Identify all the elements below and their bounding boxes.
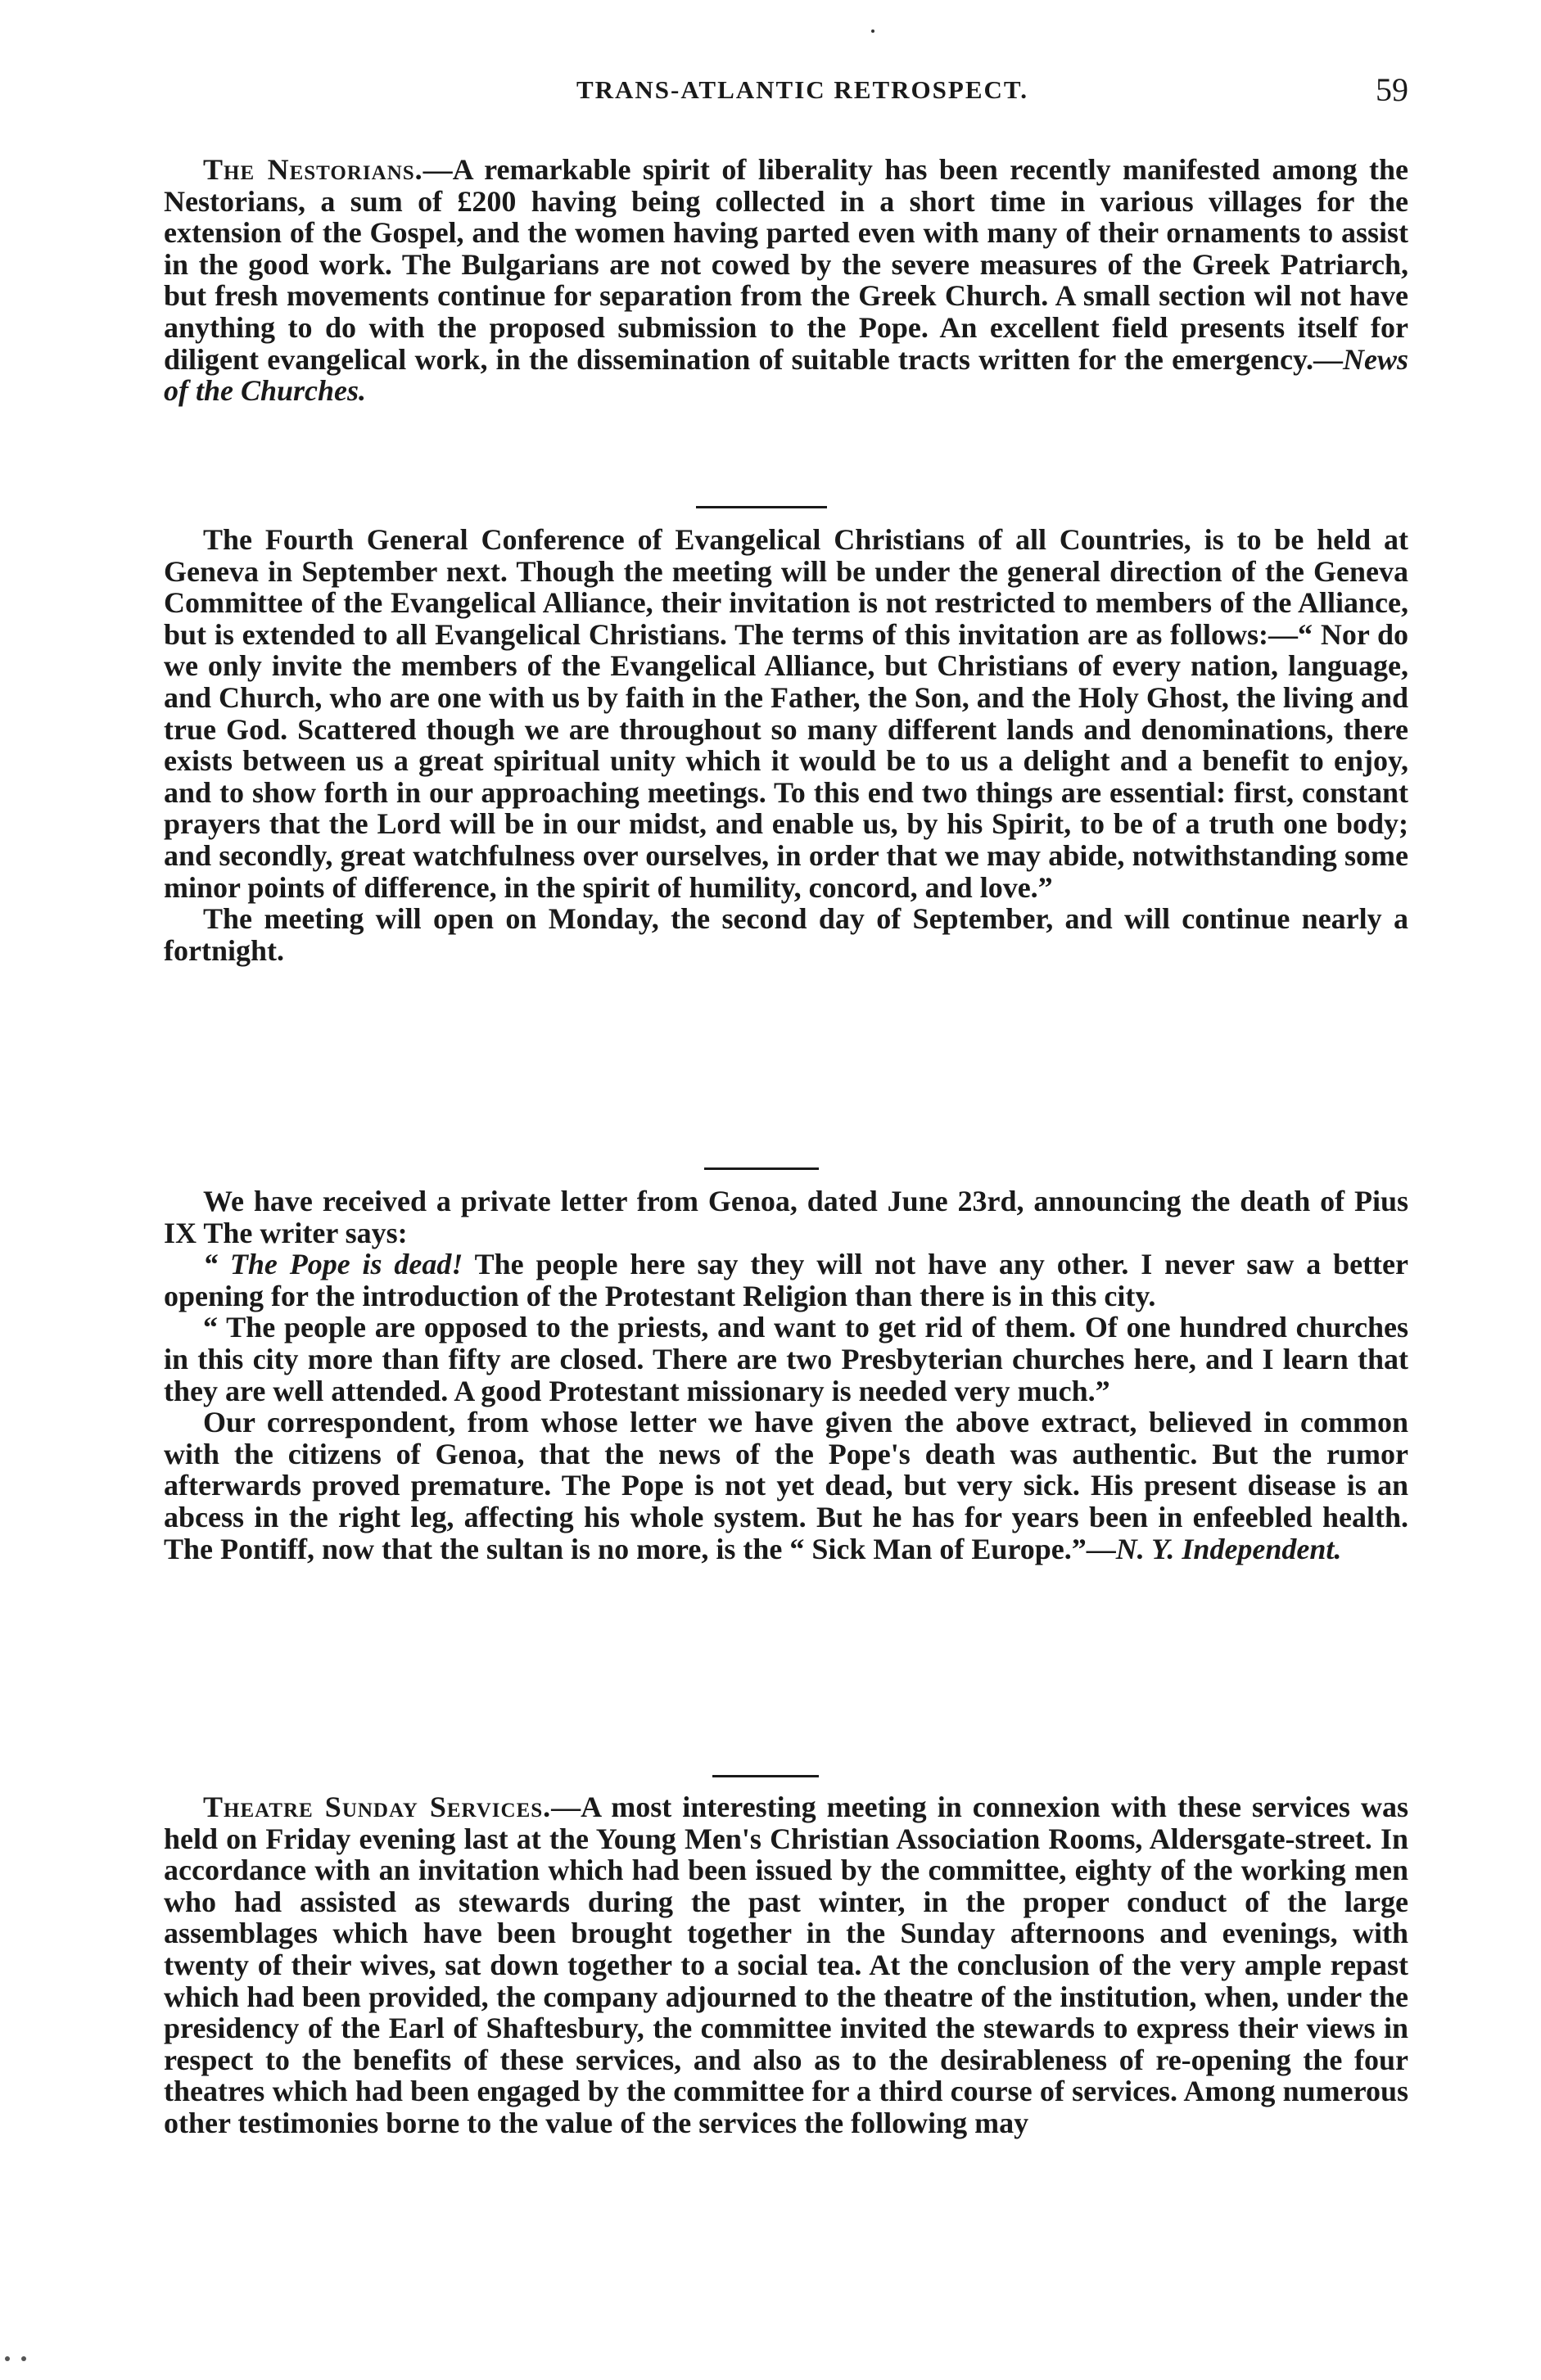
section-conference: [164, 524, 1408, 966]
section-genoa: [164, 1185, 1408, 1565]
nestorians-heading: The Nestorians.: [203, 153, 423, 186]
genoa-quote-1-italic: “ The Pope is dead!: [203, 1248, 463, 1281]
conference-paragraph-2: The meeting will open on Monday, the second day of September, and will continue nearly a fortnight.: [164, 902, 1408, 967]
nestorians-paragraph: [164, 154, 1408, 407]
nestorians-source: News of the Churches.: [164, 342, 1408, 408]
theatre-heading: Theatre Sunday Services.: [203, 1791, 552, 1823]
genoa-closing-text: Our correspondent, from whose letter we have given the above extract, believed in common with the citizens of Genoa, that the news of the Pope's death was authentic. But the rumor afterwards proved premature. The Pope is not yet dead, but very sick. His present disease is an abcess in the right leg, affecting his whole system. But he has for years been in enfeebled health. The Pontiff, now that the sultan is no more, is the “ Sick Man of Europe.”—: [164, 1406, 1408, 1565]
theatre-body: —A most interesting meeting in connexion with these services was held on Friday evening last at the Young Men's Christian Association Rooms, Aldersgate-street. In accordance with an invitation which had been issued by the committee, eighty of the working men who had assisted as stewards during the past winter, in the proper conduct of the large assemblages which have been brought together in the Sunday afternoons and evenings, with twenty of their wives, sat down together to a social tea. At the conclusion of the very ample repast which had been provided, the company adjourned to the theatre of the institution, when, under the presidency of the Earl of Shaftesbury, the committee invited the stewards to express their views in respect to the benefits of these services, and also as to the desirableness of re-opening the four theatres which had been engaged by the committee for a third course of services. Among numerous other testimonies borne to the value of the services the following may: [164, 1791, 1408, 2139]
genoa-quote-1: [164, 1249, 1408, 1312]
running-head: [164, 71, 1408, 116]
genoa-source: N. Y. Independent.: [1115, 1532, 1342, 1565]
section-divider-3: [712, 1775, 819, 1777]
nestorians-body: —A remarkable spirit of liberality has been recently manifested among the Nestorians, a sum of £200 having being collected in a short time in various villages for the extension of the Gospel, and the women having parted even with many of their ornaments to assist in the good work. The Bulgarians are not cowed by the severe measures of the Greek Patriarch, but fresh movements continue for separation from the Greek Church. A small section wil not have anything to do with the proposed submission to the Pope. An excellent field presents itself for diligent evangelical work, in the dissemination of suitable tracts written for the emergency.—: [164, 153, 1408, 376]
section-nestorians: [164, 154, 1408, 407]
genoa-intro: We have received a private letter from Genoa, dated June 23rd, announcing the death of Pius IX The writer says:: [164, 1185, 1408, 1249]
genoa-quote-1-rest: The people here say they will not have any other. I never saw a better opening for the introduction of the Protestant Religion than there is in this city.: [164, 1248, 1408, 1312]
section-divider-1: [696, 506, 827, 508]
theatre-paragraph: [164, 1791, 1408, 2139]
printer-mark: [871, 29, 874, 33]
section-divider-2: [704, 1167, 819, 1170]
genoa-closing: [164, 1407, 1408, 1565]
section-theatre: [164, 1791, 1408, 2139]
scan-edge-marks: [0, 2356, 49, 2364]
page-number: 59: [1376, 71, 1408, 108]
genoa-quote-2: “ The people are opposed to the priests, and want to get rid of them. Of one hundred churches in this city more than fifty are closed. There are two Presbyterian churches here, and I learn that they are well attended. A good Protestant missionary is needed very much.”: [164, 1311, 1408, 1407]
running-title: TRANS-ATLANTIC RETROSPECT.: [576, 75, 1029, 104]
conference-paragraph-1: The Fourth General Conference of Evangelical Christians of all Countries, is to be held at Geneva in September next. Though the meeting will be under the general direction of the Geneva Committee of the Evangelical Alliance, their invitation is not restricted to members of the Alliance, but is extended to all Evangelical Christians. The terms of this invitation are as follows:—“ Nor do we only invite the members of the Evangelical Alliance, but Christians of every nation, language, and Church, who are one with us by faith in the Father, the Son, and the Holy Ghost, the living and true God. Scattered though we are throughout so many different lands and denominations, there exists between us a great spiritual unity which it would be to us a delight and a benefit to enjoy, and to show forth in our approaching meetings. To this end two things are essential: first, constant prayers that the Lord will be in our midst, and enable us, by his Spirit, to be of a truth one body; and secondly, great watchfulness over ourselves, in order that we may abide, notwithstanding some minor points of difference, in the spirit of humility, concord, and love.”: [164, 523, 1408, 904]
